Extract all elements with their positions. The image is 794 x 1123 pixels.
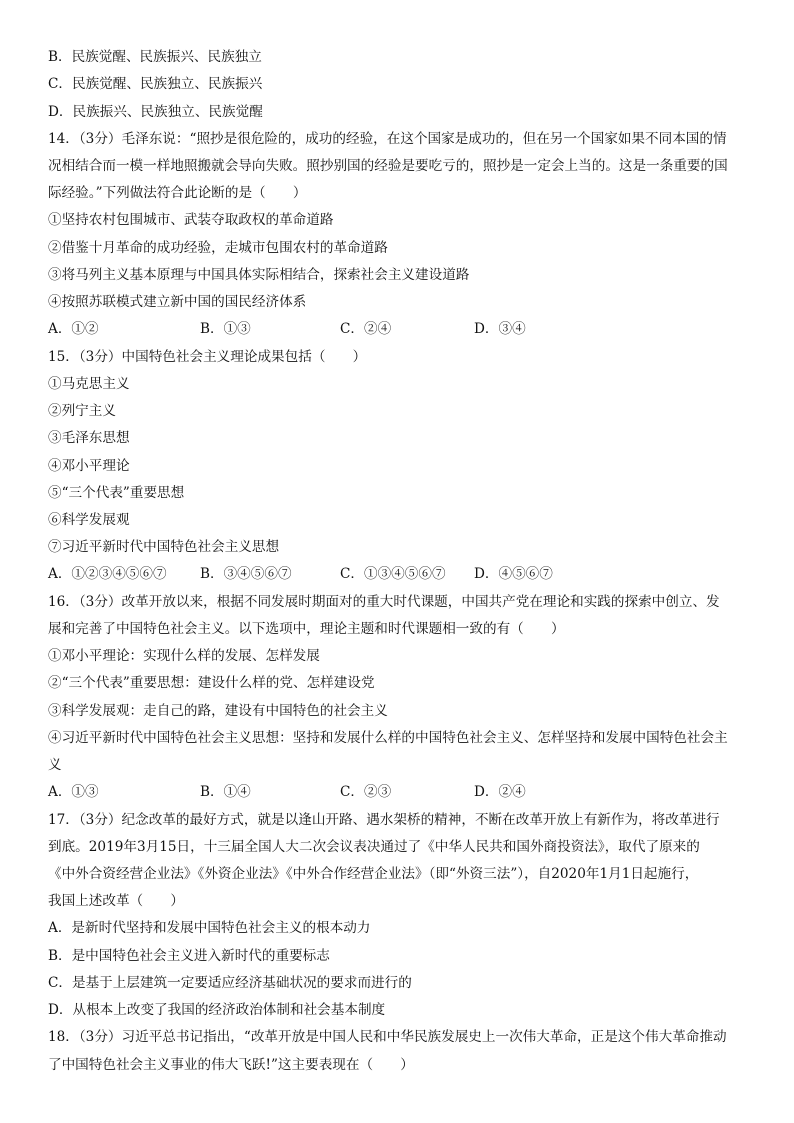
- q14-item-2: ②借鉴十月革命的成功经验，走城市包围农村的革命道路: [48, 240, 388, 256]
- q17-stem-line-1: 17．（3分）纪念改革的最好方式，就是以逢山开路、遇水架桥的精神，不断在改革开放上有新作为，将改革进行: [48, 812, 720, 828]
- q15-option-c: C．①③④⑤⑥⑦: [340, 566, 446, 582]
- q16-option-a: A．①③: [48, 784, 99, 800]
- q15-item-5: ⑤“三个代表”重要思想: [48, 485, 185, 501]
- q14-option-b: B．①③: [200, 321, 251, 337]
- q16-options-row: [48, 782, 526, 802]
- q15-item-7: ⑦习近平新时代中国特色社会主义思想: [48, 539, 280, 555]
- q16-stem-line-2: 展和完善了中国特色社会主义。以下选项中，理论主题和时代课题相一致的有（ ）: [48, 621, 565, 637]
- q13-option-c: C．民族觉醒、民族独立、民族振兴: [48, 76, 263, 92]
- q17-stem-line-3: 《中外合资经营企业法》《外资企业法》《中外合作经营企业法》（即“外资三法”），自2020年1月1日起施行，: [48, 866, 699, 882]
- q15-options-row: [48, 564, 553, 584]
- q14-stem-line-1: 14．（3分）毛泽东说：“照抄是很危险的，成功的经验，在这个国家是成功的，但在另一个国家如果不同本国的情: [48, 131, 727, 147]
- q14-item-4: ④按照苏联模式建立新中国的国民经济体系: [48, 294, 307, 310]
- q15-item-1: ①马克思主义: [48, 376, 130, 392]
- q15-stem: 15．（3分）中国特色社会主义理论成果包括（ ）: [48, 349, 367, 365]
- q17-stem-line-4: 我国上述改革（ ）: [48, 893, 184, 909]
- q15-option-a: A．①②③④⑤⑥⑦: [48, 566, 167, 582]
- q17-option-c: C．是基于上层建筑一定要适应经济基础状况的要求而进行的: [48, 975, 412, 991]
- q16-item-2: ②“三个代表”重要思想：建设什么样的党、怎样建设党: [48, 675, 375, 691]
- q15-item-4: ④邓小平理论: [48, 458, 130, 474]
- q14-stem-line-3: 际经验。”下列做法符合此论断的是（ ）: [48, 185, 307, 201]
- q15-option-d: D．④⑤⑥⑦: [474, 566, 553, 582]
- q15-item-2: ②列宁主义: [48, 403, 116, 419]
- q15-option-b: B．③④⑤⑥⑦: [200, 566, 292, 582]
- q17-stem-line-2: 到底。2019年3月15日，十三届全国人大二次会议表决通过了《中华人民共和国外商投资法》，取代了原来的: [48, 839, 700, 855]
- q16-item-1: ①邓小平理论：实现什么样的发展、怎样发展: [48, 648, 320, 664]
- q14-item-3: ③将马列主义基本原理与中国具体实际相结合，探索社会主义建设道路: [48, 267, 470, 283]
- q16-option-d: D．②④: [474, 784, 526, 800]
- q14-option-a: A．①②: [48, 321, 99, 337]
- q16-item-4: ④习近平新时代中国特色社会主义思想：坚持和发展什么样的中国特色社会主义、怎样坚持和发展中国特色社会主: [48, 730, 728, 746]
- q17-option-a: A．是新时代坚持和发展中国特色社会主义的根本动力: [48, 920, 371, 936]
- q14-options-row: [48, 319, 526, 339]
- q14-option-d: D．③④: [474, 321, 526, 337]
- q17-option-b: B．是中国特色社会主义进入新时代的重要标志: [48, 948, 330, 964]
- q13-option-b: B．民族觉醒、民族振兴、民族独立: [48, 49, 262, 65]
- q14-stem-line-2: 况相结合而一模一样地照搬就会导向失败。照抄别国的经验是要吃亏的，照抄是一定会上当的。这是一条重要的国: [48, 158, 728, 174]
- q16-option-c: C．②③: [340, 784, 392, 800]
- q14-item-1: ①坚持农村包围城市、武装夺取政权的革命道路: [48, 212, 334, 228]
- q15-item-6: ⑥科学发展观: [48, 512, 130, 528]
- q18-stem-line-1: 18．（3分）习近平总书记指出，“改革开放是中国人民和中华民族发展史上一次伟大革命，正是这个伟大革命推动: [48, 1029, 727, 1045]
- q14-option-c: C．②④: [340, 321, 392, 337]
- q16-item-3: ③科学发展观：走自己的路，建设有中国特色的社会主义: [48, 703, 388, 719]
- q16-item-4-cont: 义: [48, 757, 62, 773]
- q16-stem-line-1: 16．（3分）改革开放以来，根据不同发展时期面对的重大时代课题，中国共产党在理论和实践的探索中创立、发: [48, 594, 720, 610]
- q18-stem-line-2: 了中国特色社会主义事业的伟大飞跃!”这主要表现在（ ）: [48, 1057, 414, 1073]
- q17-option-d: D．从根本上改变了我国的经济政治体制和社会基本制度: [48, 1002, 386, 1018]
- q13-option-d: D．民族振兴、民族独立、民族觉醒: [48, 104, 263, 120]
- q15-item-3: ③毛泽东思想: [48, 430, 130, 446]
- q16-option-b: B．①④: [200, 784, 251, 800]
